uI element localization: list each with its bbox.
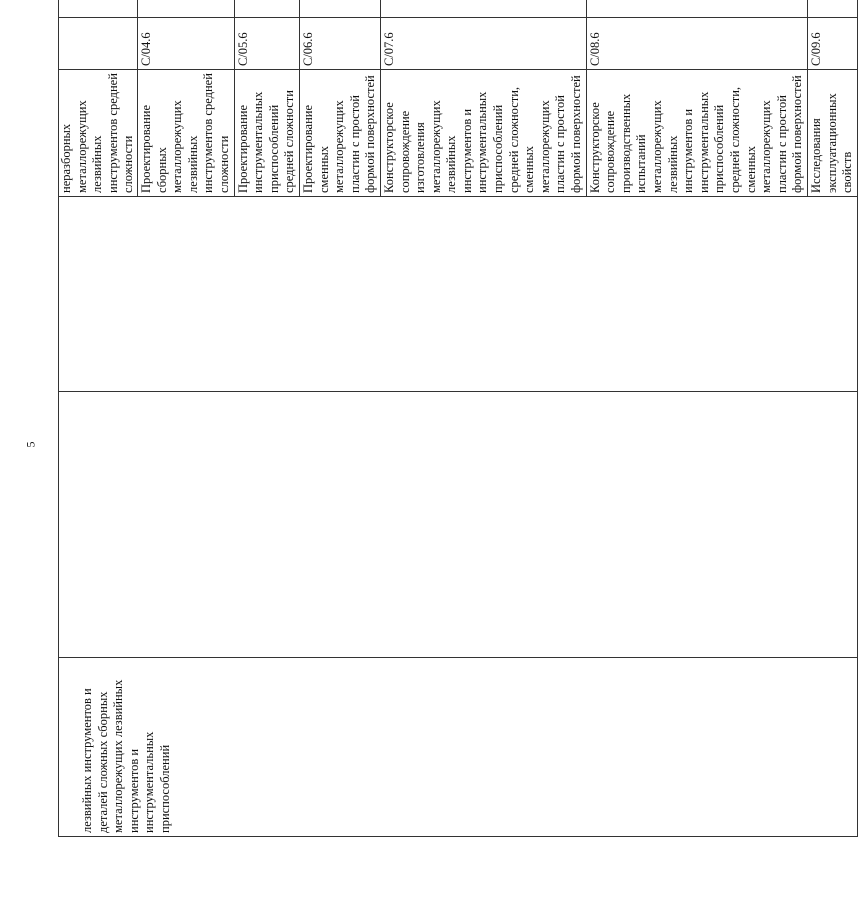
rotated-table-wrapper (58, 32, 855, 837)
function-name: Конструкторское сопровождение производственных испытаний металлорежущих лезвийных инструментов и инструментальных приспособлений средней сложности, сменных металлорежущих пластин с простой формой поверхностей (586, 70, 807, 197)
left-column-text: лезвийных инструментов и деталей сложных сборных металлорежущих лезвийных инструментов и инструментальных приспособлений (80, 679, 172, 833)
function-level (807, 0, 857, 18)
function-name: Проектирование сборных металлорежущих лезвийных инструментов средней сложности (138, 70, 235, 197)
left-column-cell (59, 658, 858, 837)
function-code: C/09.6 (807, 18, 857, 70)
function-code: C/05.6 (234, 18, 299, 70)
function-code (59, 18, 138, 70)
function-level (138, 0, 235, 18)
function-code: C/04.6 (138, 18, 235, 70)
function-level (380, 0, 586, 18)
function-level (586, 0, 807, 18)
function-name: Проектирование сменных металлорежущих пластин с простой формой поверхностей (299, 70, 380, 197)
function-level (234, 0, 299, 18)
labor-functions-table (58, 0, 858, 837)
empty-cell (59, 392, 858, 658)
empty-cell (59, 197, 858, 392)
function-level (59, 0, 138, 18)
function-code: C/07.6 (380, 18, 586, 70)
table-row (59, 0, 138, 837)
table-row (59, 70, 138, 197)
function-code: C/06.6 (299, 18, 380, 70)
page-number: 5 (23, 441, 38, 448)
function-level (299, 0, 380, 18)
function-name: Проектирование инструментальных приспособлений средней сложности (234, 70, 299, 197)
function-name: неразборных металлорежущих лезвийных инструментов средней сложности (59, 73, 136, 193)
function-name: Исследования эксплуатационных свойств (807, 70, 857, 197)
function-code: C/08.6 (586, 18, 807, 70)
function-name: Конструкторское сопровождение изготовления металлорежущих лезвийных инструментов и инструментальных приспособлений средней сложности, сменных металлорежущих пластин с простой формой поверхностей (380, 70, 586, 197)
